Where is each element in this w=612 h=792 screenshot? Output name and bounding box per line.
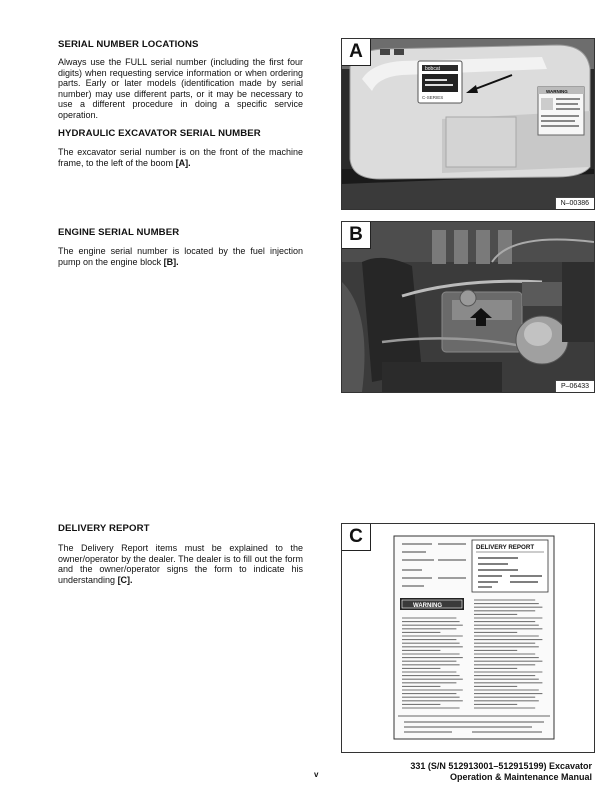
serial-locations-heading: SERIAL NUMBER LOCATIONS: [58, 39, 199, 50]
figure-c-letter: C: [342, 524, 371, 551]
figure-a: [341, 38, 595, 210]
form-title: DELIVERY REPORT: [476, 544, 535, 551]
figure-b-code: P–06433: [555, 380, 594, 392]
delivery-report-body: The Delivery Report items must be explained to the owner/operator by the dealer. The dealer is to fill out the form and the owner/operator signs the form to indicate his understanding: [58, 543, 303, 585]
excavator-serial-heading: HYDRAULIC EXCAVATOR SERIAL NUMBER: [58, 128, 261, 139]
figure-ref-b: [B].: [163, 256, 179, 267]
manual-title: [410, 761, 592, 782]
excavator-frame-photo: [342, 39, 594, 209]
engine-block-photo: [342, 222, 594, 392]
figure-c: [341, 523, 595, 753]
figure-b-letter: B: [342, 222, 371, 249]
manual-title-line-2: Operation & Maintenance Manual: [449, 771, 592, 782]
figure-a-code: N–00386: [555, 197, 594, 209]
delivery-report-text: [58, 543, 303, 585]
excavator-serial-text: [58, 147, 303, 168]
figure-a-letter: A: [342, 39, 371, 66]
delivery-report-heading: DELIVERY REPORT: [58, 523, 150, 534]
plate-brand: bobcat: [425, 66, 441, 72]
excavator-serial-body: The excavator serial number is on the front of the machine frame, to the left of the boom: [58, 147, 303, 168]
delivery-report-form-drawing: [342, 524, 594, 752]
figure-ref-c: [C].: [117, 574, 133, 585]
engine-serial-text: [58, 246, 303, 267]
form-warning-label: WARNING: [413, 603, 442, 609]
figure-ref-a: [A].: [175, 157, 191, 168]
engine-serial-body: The engine serial number is located by the fuel injection pump on the engine block: [58, 246, 303, 267]
serial-locations-text: Always use the FULL serial number (including the first four digits) when requesting service information or when ordering parts. Early or later models (identification made by serial number) may use different parts, or it may be necessary to use a different procedure in doing a specific service operation.: [58, 57, 303, 120]
engine-serial-heading: ENGINE SERIAL NUMBER: [58, 227, 180, 238]
page-number: v: [314, 770, 319, 779]
manual-title-line-1: 331 (S/N 512913001–512915199) Excavator: [410, 761, 592, 771]
decal-warning-label: WARNING: [546, 89, 568, 94]
figure-b: [341, 221, 595, 393]
plate-series-label: C-SERIES: [422, 95, 444, 100]
